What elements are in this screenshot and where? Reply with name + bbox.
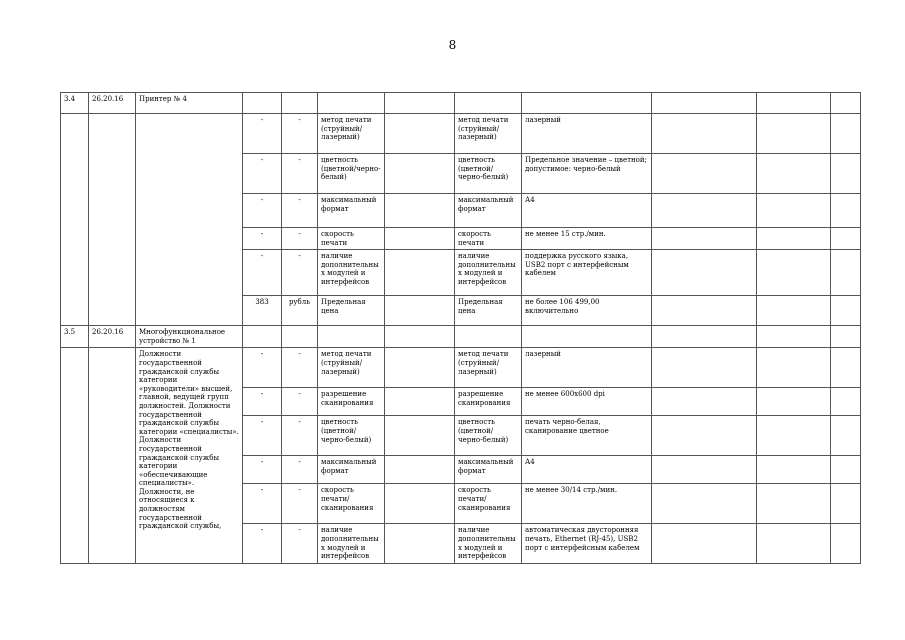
characteristic: разрешение сканирования: [318, 388, 385, 416]
empty-cell: [652, 388, 757, 416]
characteristic-value: не менее 30/14 стр./мин.: [522, 484, 652, 524]
characteristic-value: печать черно-белая, сканирование цветное: [522, 416, 652, 456]
unit-name: -: [282, 114, 318, 154]
okpd-code: 26.20.16: [89, 326, 136, 348]
empty-cell: [757, 326, 831, 348]
empty-cell: [757, 524, 831, 563]
okei-code: -: [243, 250, 282, 296]
unit-name: -: [282, 348, 318, 388]
empty-cell: [318, 326, 385, 348]
characteristic-value: А4: [522, 194, 652, 228]
empty-cell: [757, 250, 831, 296]
unit-name: -: [282, 194, 318, 228]
characteristic: Предельная цена: [455, 296, 522, 326]
empty-cell: [757, 194, 831, 228]
empty-cell: [652, 154, 757, 194]
characteristic: цветность (цветной/ черно-белый): [455, 416, 522, 456]
characteristic: метод печати (струйный/ лазерный): [455, 114, 522, 154]
empty-cell: [385, 456, 455, 484]
section-number: 3.4: [61, 93, 89, 114]
empty-cell: [757, 348, 831, 388]
empty-cell: [831, 416, 861, 456]
unit-name: -: [282, 524, 318, 563]
empty-cell: [243, 93, 282, 114]
positions-cell: Должности государственной гражданской службы категории «руководители» высшей, главной, ведущей групп должностей. Должности государственной гражданской службы категории «специалисты». Должности государственной гражданской службы категории «обеспечивающие специалисты». Должности, не относящиеся к должностям государственной гражданской службы,: [136, 348, 243, 563]
table-row: [61, 114, 861, 154]
characteristic: метод печати (струйный/лазерный): [318, 114, 385, 154]
characteristic: скорость печати: [455, 228, 522, 250]
empty-cell: [757, 416, 831, 456]
characteristic: скорость печати/ сканирования: [318, 484, 385, 524]
empty-cell: [652, 194, 757, 228]
unit-name: -: [282, 154, 318, 194]
okei-code: -: [243, 154, 282, 194]
empty-cell: [61, 114, 89, 326]
unit-name: -: [282, 388, 318, 416]
characteristic: скорость печати/ сканирования: [455, 484, 522, 524]
empty-cell: [831, 348, 861, 388]
empty-cell: [757, 154, 831, 194]
empty-cell: [385, 524, 455, 563]
empty-cell: [385, 388, 455, 416]
empty-cell: [757, 484, 831, 524]
characteristic: наличие дополнительных модулей и интерфейсов: [318, 524, 385, 563]
empty-cell: [757, 296, 831, 326]
empty-cell: [455, 93, 522, 114]
characteristic: разрешение сканирования: [455, 388, 522, 416]
characteristic-value: не менее 15 стр./мин.: [522, 228, 652, 250]
page-number: 8: [448, 38, 457, 52]
empty-cell: [652, 296, 757, 326]
empty-cell: [455, 326, 522, 348]
okei-code: -: [243, 484, 282, 524]
empty-cell: [61, 348, 89, 563]
characteristic: максимальный формат: [455, 456, 522, 484]
empty-cell: [385, 228, 455, 250]
empty-cell: [282, 93, 318, 114]
empty-cell: [831, 456, 861, 484]
okei-code: -: [243, 524, 282, 563]
characteristic: скорость печати: [318, 228, 385, 250]
characteristic-value: автоматическая двусторонняя печать, Ethernet (RJ-45), USB2 порт с интерфейсным кабелем: [522, 524, 652, 563]
empty-cell: [89, 114, 136, 326]
okei-code: -: [243, 194, 282, 228]
characteristic: метод печати (струйный/ лазерный): [455, 348, 522, 388]
characteristic-value: поддержка русского языка, USB2 порт с интерфейсным кабелем: [522, 250, 652, 296]
empty-cell: [385, 484, 455, 524]
characteristic-value: Предельное значение – цветной; допустимое: черно-белый: [522, 154, 652, 194]
empty-cell: [652, 456, 757, 484]
okei-code: 383: [243, 296, 282, 326]
empty-cell: [831, 524, 861, 563]
empty-cell: [831, 114, 861, 154]
okei-code: -: [243, 228, 282, 250]
unit-name: рубль: [282, 296, 318, 326]
positions-cell: [136, 114, 243, 326]
characteristic: метод печати (струйный/лазерный): [318, 348, 385, 388]
empty-cell: [831, 326, 861, 348]
characteristic-value: лазерный: [522, 348, 652, 388]
characteristic: максимальный формат: [318, 194, 385, 228]
okei-code: -: [243, 114, 282, 154]
empty-cell: [652, 250, 757, 296]
item-name: Принтер № 4: [136, 93, 243, 114]
empty-cell: [385, 296, 455, 326]
empty-cell: [652, 416, 757, 456]
characteristic-value: не менее 600х600 dpi: [522, 388, 652, 416]
empty-cell: [831, 484, 861, 524]
characteristic: цветность (цветной/ черно-белый): [455, 154, 522, 194]
characteristic: Предельная цена: [318, 296, 385, 326]
characteristic: цветность (цветной/черно-белый): [318, 154, 385, 194]
characteristic: наличие дополнительных модулей и интерфейсов: [318, 250, 385, 296]
unit-name: -: [282, 228, 318, 250]
empty-cell: [385, 93, 455, 114]
empty-cell: [652, 93, 757, 114]
unit-name: -: [282, 416, 318, 456]
characteristic: максимальный формат: [318, 456, 385, 484]
empty-cell: [757, 114, 831, 154]
characteristic-value: лазерный: [522, 114, 652, 154]
unit-name: -: [282, 484, 318, 524]
okei-code: -: [243, 416, 282, 456]
empty-cell: [831, 388, 861, 416]
empty-cell: [757, 93, 831, 114]
section-header-row: [61, 93, 861, 114]
item-name: Многофункциональное устройство № 1: [136, 326, 243, 348]
empty-cell: [831, 228, 861, 250]
empty-cell: [89, 348, 136, 563]
empty-cell: [757, 388, 831, 416]
empty-cell: [831, 93, 861, 114]
empty-cell: [652, 326, 757, 348]
empty-cell: [831, 250, 861, 296]
empty-cell: [831, 296, 861, 326]
empty-cell: [385, 250, 455, 296]
empty-cell: [757, 228, 831, 250]
empty-cell: [652, 228, 757, 250]
empty-cell: [831, 154, 861, 194]
empty-cell: [243, 326, 282, 348]
unit-name: -: [282, 456, 318, 484]
empty-cell: [652, 484, 757, 524]
section-header-row: [61, 326, 861, 348]
empty-cell: [318, 93, 385, 114]
empty-cell: [385, 416, 455, 456]
characteristic: наличие дополнительных модулей и интерфейсов: [455, 250, 522, 296]
empty-cell: [831, 194, 861, 228]
characteristic: наличие дополнительных модулей и интерфейсов: [455, 524, 522, 563]
okei-code: -: [243, 456, 282, 484]
okpd-code: 26.20.16: [89, 93, 136, 114]
okei-code: -: [243, 348, 282, 388]
empty-cell: [385, 326, 455, 348]
empty-cell: [522, 326, 652, 348]
empty-cell: [282, 326, 318, 348]
okei-code: -: [243, 388, 282, 416]
empty-cell: [385, 194, 455, 228]
empty-cell: [385, 154, 455, 194]
section-number: 3.5: [61, 326, 89, 348]
empty-cell: [652, 348, 757, 388]
empty-cell: [385, 348, 455, 388]
empty-cell: [652, 114, 757, 154]
characteristic-value: не более 106 499,00 включительно: [522, 296, 652, 326]
table-row: [61, 348, 861, 388]
characteristic: цветность (цветной/ черно-белый): [318, 416, 385, 456]
spec-table: [60, 92, 861, 564]
empty-cell: [385, 114, 455, 154]
empty-cell: [757, 456, 831, 484]
characteristic: максимальный формат: [455, 194, 522, 228]
empty-cell: [522, 93, 652, 114]
empty-cell: [652, 524, 757, 563]
unit-name: -: [282, 250, 318, 296]
characteristic-value: А4: [522, 456, 652, 484]
